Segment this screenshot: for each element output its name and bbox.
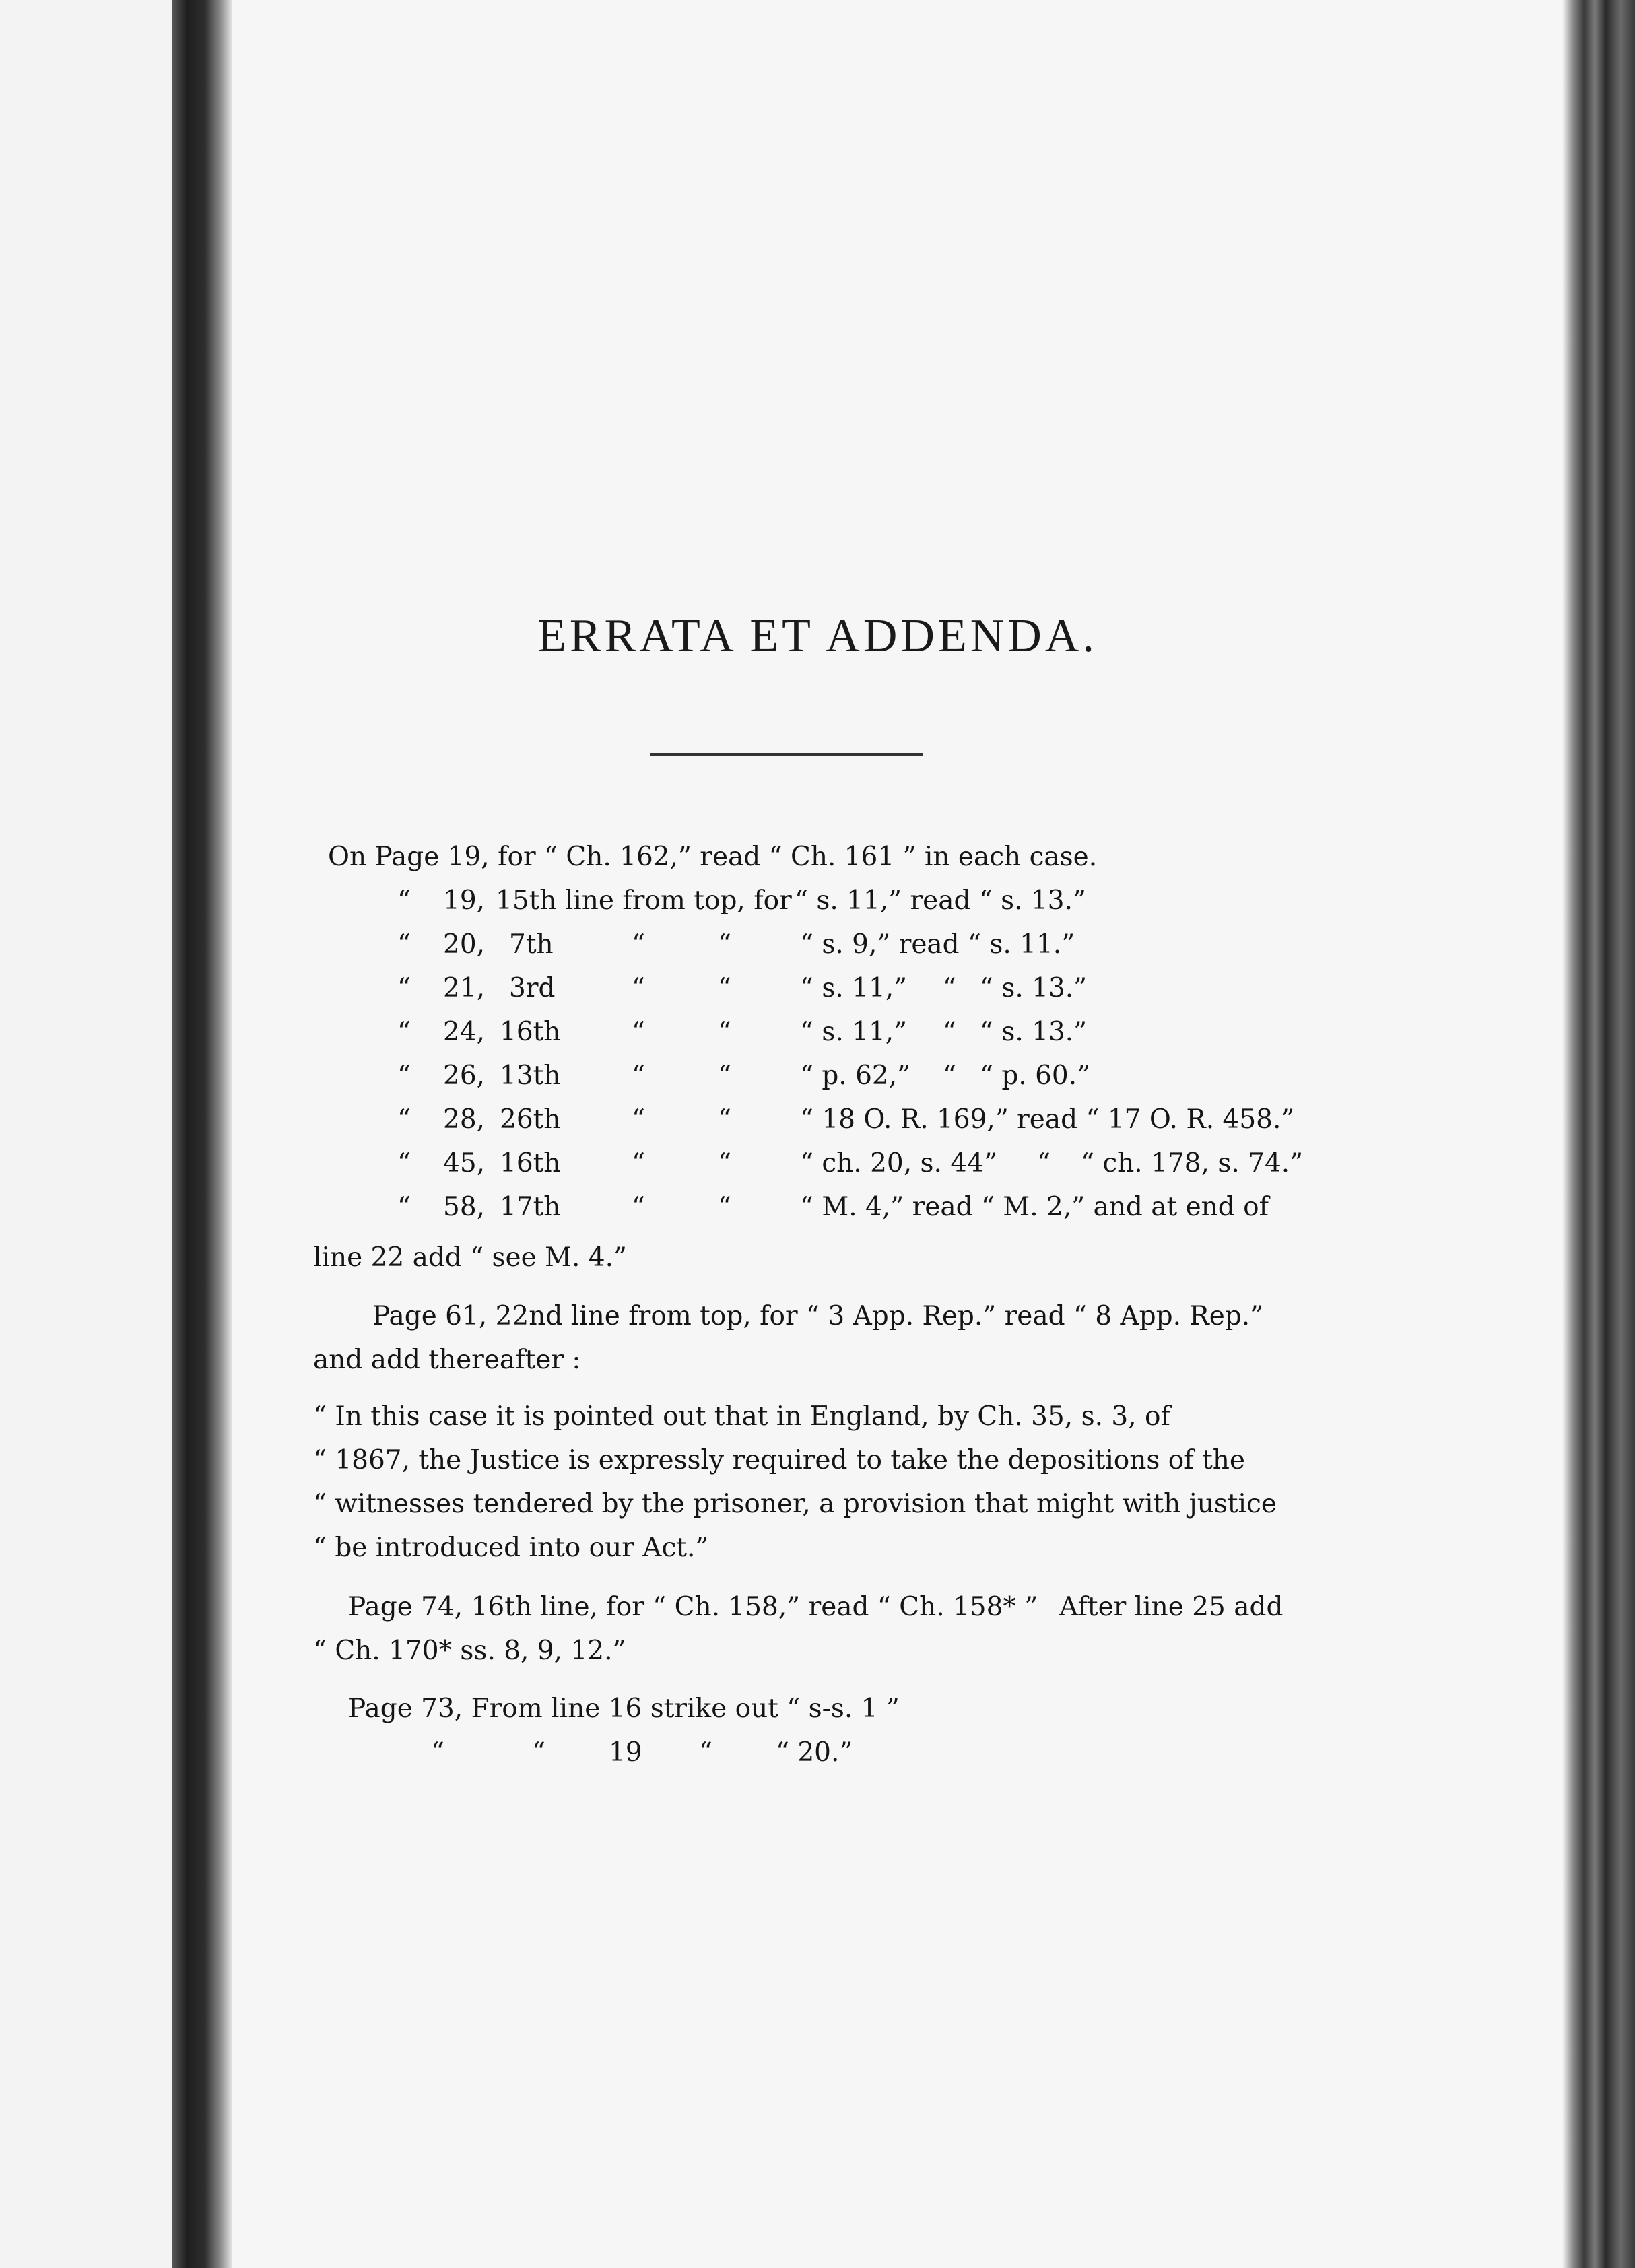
page74-line: Page 74, 16th line, for “ Ch. 158,” read “ Ch. 158* ” xyxy=(348,1592,1038,1622)
replacement-value: “ 20.” xyxy=(776,1737,853,1768)
left-facing-page xyxy=(0,0,172,2268)
quote-line: “ In this case it is pointed out that in England, by Ch. 35, s. 3, of xyxy=(313,1401,1170,1432)
correction-text: “ 18 O. R. 169,” read “ 17 O. R. 458.” xyxy=(800,1104,1295,1135)
line-ref: 7th xyxy=(509,929,554,960)
correction-text: “ s. 9,” read “ s. 11.” xyxy=(800,929,1075,960)
correction-from: “ s. 11,” xyxy=(800,973,908,1003)
errata-continuation: line 22 add “ see M. 4.” xyxy=(313,1242,627,1273)
quote-line: “ be introduced into our Act.” xyxy=(313,1533,709,1563)
line-ref: 26th xyxy=(500,1104,561,1135)
ditto-mark: “ xyxy=(943,1061,956,1091)
page74-line: “ Ch. 170* ss. 8, 9, 12.” xyxy=(313,1636,626,1666)
page61-line: Page 61, 22nd line from top, for “ 3 App. Rep.” read “ 8 App. Rep.” xyxy=(372,1301,1264,1331)
ditto-mark: “ xyxy=(632,1148,645,1178)
page-number: 45, xyxy=(443,1148,486,1178)
correction-to: “ ch. 178, s. 74.” xyxy=(1081,1148,1304,1178)
ditto-mark: “ xyxy=(718,973,731,1003)
ditto-mark: “ xyxy=(397,1148,411,1178)
quote-line: “ witnesses tendered by the prisoner, a provision that might with justice xyxy=(313,1489,1277,1519)
ditto-mark: “ xyxy=(718,1061,731,1091)
ditto-mark: “ xyxy=(632,973,645,1003)
ditto-mark: “ xyxy=(532,1737,545,1768)
correction-text: “ M. 4,” read “ M. 2,” and at end of xyxy=(800,1192,1269,1222)
quote-line: “ 1867, the Justice is expressly required to take the depositions of the xyxy=(313,1445,1245,1475)
ditto-mark: “ xyxy=(397,1017,411,1047)
ditto-mark: “ xyxy=(632,1061,645,1091)
ditto-mark: “ xyxy=(431,1737,444,1768)
correction-to: “ s. 13.” xyxy=(980,1017,1088,1047)
correction-from: “ s. 11,” xyxy=(800,1017,908,1047)
correction-from: “ p. 62,” xyxy=(800,1061,911,1091)
ditto-mark: “ xyxy=(397,1104,411,1135)
page74-line: After line 25 add xyxy=(1059,1592,1283,1622)
page-number: 19, xyxy=(443,886,486,916)
ditto-mark: “ xyxy=(632,929,645,960)
ditto-mark: “ xyxy=(397,1192,411,1222)
page-number: 21, xyxy=(443,973,486,1003)
page-title: ERRATA ET ADDENDA. xyxy=(537,610,1098,662)
line-ref: 16th xyxy=(500,1017,561,1047)
line-ref: 15th line from top, for xyxy=(496,886,792,916)
ditto-mark: “ xyxy=(397,1061,411,1091)
ditto-mark: “ xyxy=(718,1104,731,1135)
ditto-mark: “ xyxy=(397,973,411,1003)
correction-from: “ ch. 20, s. 44” xyxy=(800,1148,997,1178)
title-rule xyxy=(650,753,923,756)
ditto-mark: “ xyxy=(718,1192,731,1222)
line-ref: 3rd xyxy=(509,973,556,1003)
ditto-mark: “ xyxy=(943,973,956,1003)
correction-to: “ s. 13.” xyxy=(980,973,1088,1003)
line-ref: 13th xyxy=(500,1061,561,1091)
ditto-mark: “ xyxy=(699,1737,712,1768)
ditto-mark: “ xyxy=(718,929,731,960)
ditto-mark: “ xyxy=(632,1017,645,1047)
page61-line: and add thereafter : xyxy=(313,1345,581,1375)
ditto-mark: “ xyxy=(397,886,411,916)
ditto-mark: “ xyxy=(632,1104,645,1135)
correction-to: “ p. 60.” xyxy=(980,1061,1091,1091)
book-gutter xyxy=(172,0,232,2268)
ditto-mark: “ xyxy=(718,1017,731,1047)
errata-first-line: On Page 19, for “ Ch. 162,” read “ Ch. 161 ” in each case. xyxy=(328,842,1098,872)
page-edge xyxy=(1562,0,1635,2268)
page-number: 58, xyxy=(443,1192,486,1222)
ditto-mark: “ xyxy=(1037,1148,1050,1178)
ditto-mark: “ xyxy=(632,1192,645,1222)
page-number: 20, xyxy=(443,929,486,960)
page-number: 26, xyxy=(443,1061,486,1091)
ditto-mark: “ xyxy=(718,1148,731,1178)
ditto-mark: “ xyxy=(397,929,411,960)
correction-text: “ s. 11,” read “ s. 13.” xyxy=(795,886,1086,916)
line-ref: 16th xyxy=(500,1148,561,1178)
page-number: 24, xyxy=(443,1017,486,1047)
line-ref: 17th xyxy=(500,1192,561,1222)
page-number: 28, xyxy=(443,1104,486,1135)
line-number: 19 xyxy=(609,1737,642,1768)
ditto-mark: “ xyxy=(943,1017,956,1047)
page73-line: Page 73, From line 16 strike out “ s-s. 1 ” xyxy=(348,1694,900,1724)
